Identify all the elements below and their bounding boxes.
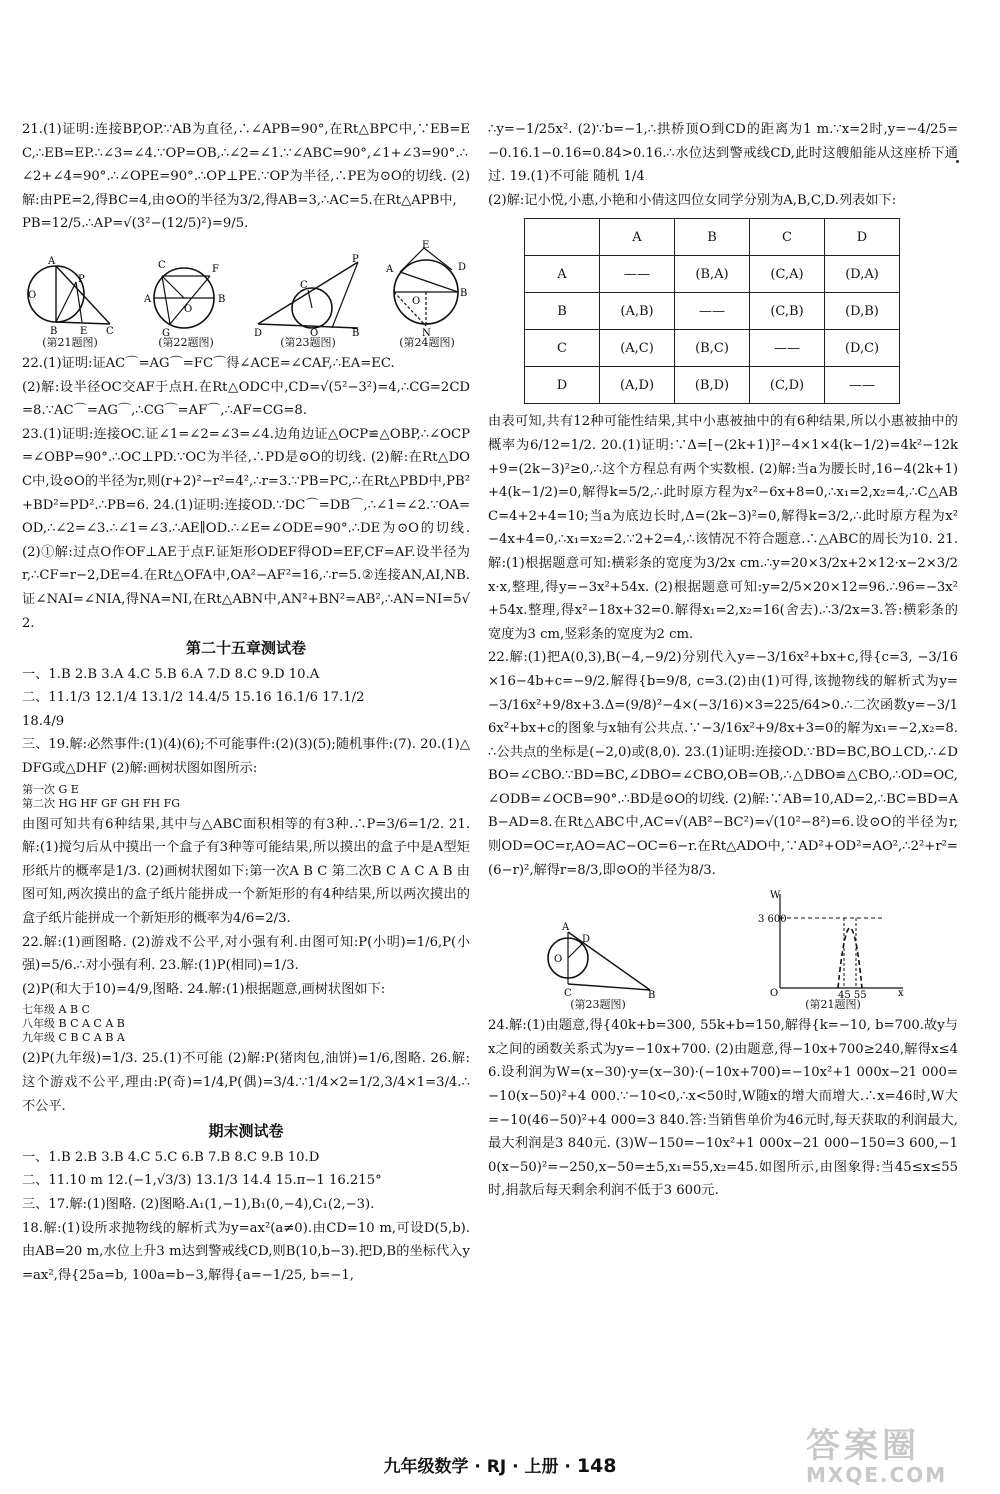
svg-text:O: O bbox=[28, 289, 37, 301]
svg-text:O: O bbox=[412, 295, 421, 307]
table-cell: (D,C) bbox=[825, 330, 900, 367]
table-cell: (D,A) bbox=[825, 256, 900, 293]
tree-24-level-8: 八年级 bbox=[22, 1017, 55, 1031]
chapter-25-fill-answer-18: 18.4/9 bbox=[22, 713, 65, 729]
svg-text:B: B bbox=[50, 325, 58, 336]
chapter-25-choice-answers: 一、1.B 2.B 3.A 4.C 5.B 6.A 7.D 8.C 9.D 10.A bbox=[22, 666, 320, 682]
answer-24: 24.解:(1)由题意,得{40k+b=300, 55k+b=150,解得{k=−10, b=700.故y与x之间的函数关系式为y=−10x+700. (2)由题意,得−10x+700≥240,解得x≤46.设利润为W=(x−30)·y=(x−30)·(−10x+700)=−10x²+1 000x−21 000=−10(x−50)²+4 000.∵−10<0,∴x<50时,W随x的增大而增大.∴x=46时,W大=−10(46−50)²+4 000=3 840.答:当销售单价为46元时,每天获取的利润最大,最大利润是3 840元. (3)W−150=−10x²+1 000x−21 000−150=3 600,−10(x−50)²=−250,x−50=±5,x₁=55,x₂=45.如图所示,由图象得:当45≤x≤55时,捐款后每天剩余利润不低于3 600元. bbox=[488, 1018, 958, 1199]
svg-text:A: A bbox=[386, 263, 394, 275]
page-number: 148 bbox=[576, 1455, 617, 1477]
tree-20-second-draw: 第二次 HG HF GF GH FH FG bbox=[22, 796, 181, 810]
svg-text:P: P bbox=[78, 273, 85, 285]
figure-22 bbox=[140, 252, 232, 350]
right-column bbox=[488, 118, 958, 1203]
final-figure-21 bbox=[758, 888, 908, 1012]
svg-text:E: E bbox=[80, 325, 88, 336]
final-answer-17-18: 三、17.解:(1)图略. (2)图略.A₁(1,−1),B₁(0,−4),C₁(2,−3). 18.解:(1)设所求抛物线的解析式为y=ax²(a≠0).由CD=10 m,可设D(5,b).由AB=20 m,水位上升3 m达到警戒线CD,则B(10,b−3).把D,B的坐标代入y=ax²,得{25a=b, 100a=b−3,解得{a=−1/25, b=−1, bbox=[22, 1196, 470, 1283]
table-cell: (B,C) bbox=[675, 330, 750, 367]
left-column bbox=[22, 118, 470, 1287]
table-cell: A bbox=[525, 256, 600, 293]
figure-21-caption: (第21题图) bbox=[42, 335, 98, 349]
svg-text:G: G bbox=[162, 327, 170, 336]
tree-diagram-20 bbox=[22, 783, 470, 811]
figure-23 bbox=[254, 252, 362, 350]
figure-24 bbox=[384, 240, 470, 350]
table-cell: C bbox=[525, 330, 600, 367]
table-row bbox=[525, 256, 900, 293]
answer-22-24: 22.(1)证明:证AC⌒=AG⌒=FC⌒得∠ACE=∠CAF,∴EA=EC. (2)解:设半径OC交AF于点H.在Rt△ODC中,CD=√(5²−3²)=4,∴CG=2CD=8.∵AC⌒=AG⌒,∴CG⌒=AF⌒,∴AF=CG=8. 23.(1)证明:连接OC.证∠1=∠2=∠3=∠4.边角边证△OCP≌△OBP,∴∠OCP=∠OBP=90°.∴OC⊥PD.∵OC为半径,∴PD是⊙O的切线. (2)解:在Rt△DOC中,设⊙O的半径为r,则(r+2)²−r²=4²,∴r=3.∵PB=PC,∴在Rt△PBD中,PB²+BD²=PD².∴PB=6. 24.(1)证明:连接OD.∵DC⌒=DB⌒,∴∠1=∠2.∵OA=OD,∴∠2=∠3.∴∠1=∠3.∴AE∥OD.∴∠E=∠ODE=90°.∴DE为⊙O的切线. (2)①解:过点O作OF⊥AE于点F.证矩形ODEF得OD=EF,CF=AF.设半径为r,∴CF=r−2,DE=4.在Rt△OFA中,OA²−AF²=16,∴r=5.②连接AN,AI,NB.证∠NAI=∠NIA,得NA=NI,在Rt△ABN中,AN²+BN²=AB²,∴AN=NI=5√2. bbox=[22, 355, 470, 631]
svg-text:C: C bbox=[300, 279, 308, 291]
answer-19-21: 由表可知,共有12种可能性结果,其中小惠被抽中的有6种结果,所以小惠被抽中的概率为6/12=1/2. 20.(1)证明:∵Δ=[−(2k+1)]²−4×1×4(k−1/2)=4k²−12k+9=(2k−3)²≥0,∴这个方程总有两个实数根. (2)解:当a为腰长时,16−4(2k+1)+4(k−1/2)=0,解得k=5/2,∴此时原方程为x²−6x+8=0,∴x₁=2,x₂=4,∴C△ABC=4+2+4=10;当a为底边长时,Δ=(2k−3)²=0,解得k=3/2,∴此时原方程为x²−4x+4=0,∴x₁=x₂=2.∵2+2=4,∴该情况不符合题意.∴△ABC的周长为10. 21.解:(1)根据题意可知:横彩条的宽度为3/2x cm.∴y=20×3/2x+2×12·x−2×3/2x·x,整理,得y=−3x²+54x. (2)根据题意可知:y=2/5×20×12=96.∴96=−3x²+54x.整理,得x²−18x+32=0.解得x₁=2,x₂=16(舍去).∴3/2x=3.答:横彩条的宽度为3 cm,竖彩条的宽度为2 cm. bbox=[488, 414, 958, 642]
table-cell: D bbox=[525, 367, 600, 404]
table-cell: (A,D) bbox=[600, 367, 675, 404]
svg-text:D: D bbox=[582, 934, 591, 946]
svg-text:E: E bbox=[422, 239, 430, 251]
table-cell: (B,D) bbox=[675, 367, 750, 404]
table-header-cell: C bbox=[750, 219, 825, 256]
table-cell: (B,A) bbox=[675, 256, 750, 293]
outcome-table bbox=[524, 218, 900, 404]
watermark-url: MXQE.COM bbox=[806, 1463, 948, 1487]
svg-text:B: B bbox=[352, 327, 360, 336]
svg-text:B: B bbox=[648, 990, 656, 999]
figure-21-drawing bbox=[22, 252, 118, 336]
svg-text:F: F bbox=[212, 263, 219, 275]
footer-book-info: 九年级数学 · RJ · 上册 · bbox=[383, 1457, 577, 1477]
table-cell: —— bbox=[600, 256, 675, 293]
svg-text:B: B bbox=[460, 287, 468, 299]
svg-text:C: C bbox=[106, 325, 114, 336]
svg-text:C: C bbox=[564, 988, 572, 999]
final-figure-23-drawing bbox=[538, 918, 658, 998]
final-figure-23 bbox=[538, 918, 658, 1012]
final-fill-answers: 二、11.10 m 12.(−1,√3/3) 13.1/3 14.4 15.π−1 16.215° bbox=[22, 1173, 382, 1189]
answer-21-continued: PB=12/5.∴AP=√(3²−(12/5)²)=9/5. bbox=[22, 216, 249, 232]
graph-y-label: W bbox=[770, 890, 781, 902]
answer-22-23: 22.解:(1)把A(0,3),B(−4,−9/2)分别代入y=−3/16x²+bx+c,得{c=3, −3/16×16−4b+c=−9/2.解得{b=9/8, c=3.(2)由(1)可得,该抛物线的解析式为y=−3/16x²+9/8x+3.Δ=(9/8)²−4×(−3/16)×3=225/64>0.∴二次函数y=−3/16x²+bx+c的图象与x轴有公共点.∵−3/16x²+9/8x+3=0的解为x₁=−2,x₂=8.∴公共点的坐标是(−2,0)或(8,0). 23.(1)证明:连接OD.∵BD=BC,BO⊥CD,∴∠DBO=∠CBO.∵BD=BC,∠DBO=∠CBO,OB=OB,∴△DBO≌△CBO,∴OD=OC,∠ODB=∠OCB=90°.∴BD是⊙O的切线. (2)解:∵AB=10,AD=2,∴BC=BD=AB−AD=8.在Rt△ABC中,AC=√(AB²−BC²)=√(10²−8²)=6.设⊙O的半径为r,则OD=OC=r,AO=AC−OC=6−r.在Rt△ADO中,∵AD²+OD²=AO²,∴2²+r²=(6−r)²,解得r=8/3,即⊙O的半径为8/3. bbox=[488, 650, 958, 878]
svg-text:A: A bbox=[562, 922, 570, 934]
svg-text:P: P bbox=[352, 253, 359, 265]
graph-origin-label: O bbox=[770, 988, 779, 999]
site-watermark bbox=[806, 1418, 996, 1488]
table-header-cell: D bbox=[825, 219, 900, 256]
svg-text:D: D bbox=[254, 327, 263, 336]
table-row bbox=[525, 293, 900, 330]
chapter-25-answer-20-21: 由图可知共有6种结果,其中与△ABC面积相等的有3种.∴P=3/6=1/2. 21.解:(1)搅匀后从中摸出一个盒子有3种等可能结果,所以摸出的盒子中是A型矩形纸片的概率是1/3. (2)画树状图如下:第一次A B C 第二次B C A C A B 由图可知,两次摸出的盒子纸片能拼成一个新矩形的有4种结果,所以两次摸出的盒子纸片能拼成一个新矩形的概率为4/6=2/3. bbox=[22, 816, 470, 927]
figure-23-drawing bbox=[254, 252, 362, 336]
graph-x-label: x bbox=[898, 988, 904, 999]
table-header-cell: B bbox=[675, 219, 750, 256]
chapter-25-answer-19-20: 三、19.解:必然事件:(1)(4)(6);不可能事件:(2)(3)(5);随机事件:(7). 20.(1)△DFG或△DHF (2)解:画树状图如图所示: bbox=[22, 737, 470, 777]
answer-18-19: ∴y=−1/25x². (2)∵b=−1,∴拱桥顶O到CD的距离为1 m.∵x=2时,y=−4/25=−0.16.1−0.16=0.84>0.16.∴水位达到警戒线CD,此时这艘船能从这座桥下通过. 19.(1)不可能 随机 1/4 (2)解:记小悦,小惠,小艳和小倩这四位女同学分别为A,B,C,D.列表如下: bbox=[488, 122, 958, 208]
figure-21 bbox=[22, 252, 118, 350]
tree-24-nodes-level-3: C B C A B A bbox=[58, 1031, 125, 1045]
tree-24-level-9: 九年级 bbox=[22, 1031, 55, 1045]
figure-22-drawing bbox=[140, 252, 232, 336]
graph-tick-labels: 45 55 bbox=[838, 990, 867, 999]
final-figure-23-caption: (第23题图) bbox=[570, 998, 626, 1012]
final-figure-21-graph bbox=[758, 888, 908, 998]
table-cell: (A,C) bbox=[600, 330, 675, 367]
answer-21: 21.(1)证明:连接BP,OP.∵AB为直径,∴∠APB=90°,在Rt△BPC中,∵EB=EC,∴EB=EP.∴∠3=∠4.∵OP=OB,∴∠2=∠1.∵∠ABC=90°,∠1+∠3=90°.∴∠2+∠4=90°.∴∠OPE=90°.∴OP⊥PE.∵OP为半径,∴PE为⊙O的切线. (2)解:由PE=2,得BC=4,由⊙O的半径为3/2,得AB=3,∴AC=5.在Rt△APB中, bbox=[22, 122, 470, 208]
table-header-row bbox=[525, 219, 900, 256]
figure-22-caption: (第22题图) bbox=[158, 335, 214, 349]
table-cell: —— bbox=[675, 293, 750, 330]
figure-row-final bbox=[488, 888, 958, 1012]
figure-row-21-24 bbox=[22, 240, 470, 350]
table-row bbox=[525, 330, 900, 367]
tree-24-nodes-level-1: A B C bbox=[58, 1003, 90, 1017]
tree-24-level-7: 七年级 bbox=[22, 1003, 55, 1017]
svg-text:O: O bbox=[310, 327, 319, 336]
figure-24-caption: (第24题图) bbox=[399, 335, 455, 349]
svg-text:B: B bbox=[218, 293, 226, 305]
watermark-logo-text: 答案圈 bbox=[806, 1426, 920, 1466]
table-cell: B bbox=[525, 293, 600, 330]
table-row bbox=[525, 367, 900, 404]
final-figure-21-caption: (第21题图) bbox=[805, 998, 861, 1012]
table-cell: (C,A) bbox=[750, 256, 825, 293]
figure-23-caption: (第23题图) bbox=[280, 335, 336, 349]
table-cell: (C,D) bbox=[750, 367, 825, 404]
table-header-cell: A bbox=[600, 219, 675, 256]
final-choice-answers: 一、1.B 2.B 3.B 4.C 5.C 6.B 7.B 8.C 9.B 10.D bbox=[22, 1149, 320, 1165]
chapter-25-test-title: 第二十五章测试卷 bbox=[185, 639, 306, 658]
svg-text:O: O bbox=[184, 303, 193, 315]
table-header-cell bbox=[525, 219, 600, 256]
table-cell: —— bbox=[825, 367, 900, 404]
svg-text:A: A bbox=[48, 255, 56, 267]
table-cell: (A,B) bbox=[600, 293, 675, 330]
tree-24-nodes-level-2: B C A C A B bbox=[58, 1017, 125, 1031]
svg-text:C: C bbox=[158, 259, 166, 271]
chapter-25-fill-answers: 二、11.1/3 12.1/4 13.1/2 14.4/5 15.16 16.1/6 17.1/2 bbox=[22, 690, 365, 706]
chapter-25-answer-24-26: (2)P(九年级)=1/3. 25.(1)不可能 (2)解:P(猪肉包,油饼)=1/6,图略. 26.解:这个游戏不公平,理由:P(奇)=1/4,P(偶)=3/4.∵1/4×2=1/2,3/4×1=3/4.∴不公平. bbox=[22, 1051, 470, 1114]
final-test-title: 期末测试卷 bbox=[208, 1122, 284, 1141]
svg-text:D: D bbox=[458, 261, 467, 273]
tree-20-first-draw: 第一次 G E bbox=[22, 782, 79, 796]
svg-text:A: A bbox=[144, 293, 152, 305]
figure-24-drawing bbox=[384, 240, 470, 336]
chapter-25-answer-22-24: 22.解:(1)画图略. (2)游戏不公平,对小强有利.由图可知:P(小明)=1/6,P(小强)=5/6.∴对小强有利. 23.解:(1)P(相同)=1/3. (2)P(和大于10)=4/9,图略. 24.解:(1)根据题意,画树状图如下: bbox=[22, 934, 470, 997]
table-cell: (C,B) bbox=[750, 293, 825, 330]
svg-text:O: O bbox=[554, 954, 563, 966]
table-cell: —— bbox=[750, 330, 825, 367]
table-cell: (D,B) bbox=[825, 293, 900, 330]
graph-value-label: 3 600 bbox=[758, 914, 787, 926]
svg-text:N: N bbox=[422, 327, 431, 336]
tree-diagram-24 bbox=[22, 1003, 470, 1045]
